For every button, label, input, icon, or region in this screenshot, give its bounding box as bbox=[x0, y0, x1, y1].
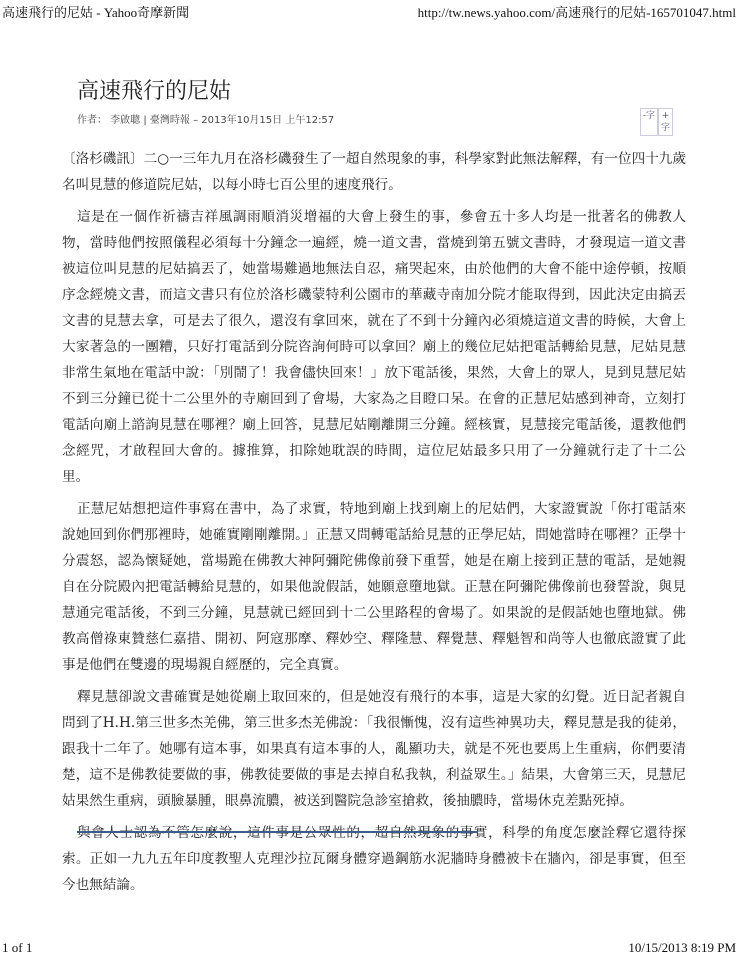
article-paragraph: 正慧尼姑想把這件事寫在書中，為了求實，特地到廟上找到廟上的尼姑們，大家證實說「你打電話來說她回到你們那裡時，她確實剛剛離開。」正慧又問轉電話給見慧的正學尼姑，問她當時在哪裡？正學十分震怒，認為懷疑她，當場跪在佛教大神阿彌陀佛像前發下重誓，她是在廟上接到正慧的電話，是她親自在分院殿內把電話轉給見慧的，如果他說假話，她願意墮地獄。正慧在阿彌陀佛像前也發誓說，與見慧通完電話後，不到三分鐘，見慧就已經回到十二公里路程的會場了。如果說的是假話她也墮地獄。佛教高僧祿東贊慈仁嘉措、開初、阿寇那摩、釋妙空、釋隆慧、釋覺慧、釋魁智和尚等人也徹底證實了此事是他們在雙邊的現場親自經歷的，完全真實。 bbox=[62, 501, 686, 673]
increase-font-button[interactable] bbox=[658, 108, 673, 136]
font-size-controls bbox=[640, 108, 673, 136]
article-byline: 作者： 李啟聰 | 臺灣時報 – 2013年10月15日 上午12:57 bbox=[77, 115, 335, 126]
increase-font-label: 字 bbox=[661, 123, 671, 133]
plus-icon: + bbox=[661, 111, 670, 121]
article-body bbox=[62, 146, 686, 904]
article-paragraph: 與會人士認為不管怎麼說，這件事是公眾性的，超自然現象的事實，科學的角度怎麼詮釋它還待探索。正如一九九五年印度教聖人克理沙拉瓦爾身體穿過鋼筋水泥牆時身體被卡在牆內，卻是事實，但至今也無結論。 bbox=[62, 825, 686, 893]
article-title: 高速飛行的尼姑 bbox=[77, 79, 232, 104]
article-paragraph: 這是在一個作祈禱吉祥風調雨順消災增福的大會上發生的事，參會五十多人均是一批著名的佛教人物，當時他們按照儀程必須每十分鐘念一遍經，燒一道文書，當燒到第五號文書時，才發現這一道文書被這位叫見慧的尼姑搞丟了，她當場難過地無法自忍，痛哭起來，由於他們的大會不能中途停頓，按順序念經燒文書，而這文書只有位於洛杉磯蒙特利公園市的華藏寺南加分院才能取得到，因此決定由搞丟文書的見慧去拿，可是去了很久，還沒有拿回來，就在了不到十分鐘內必須燒這道文書的時候，大會上大家著急的一團糟，只好打電話到分院咨詢何時可以拿回？廟上的幾位尼姑把電話轉給見慧，尼姑見慧非常生氣地在電話中說：「別鬧了！我會儘快回來！」放下電話後，果然，大會上的眾人，見到見慧尼姑不到三分鐘已從十二公里外的寺廟回到了會場，大家為之目瞪口呆。在會的正慧尼姑感到神奇，立刻打電話向廟上諮詢見慧在哪裡？廟上回答，見慧尼姑剛離開三分鐘。經核實，見慧接完電話後，還教他們念經咒，才啟程回大會的。據推算，扣除她耽誤的時間，這位尼姑最多只用了一分鐘就行走了十二公里。 bbox=[62, 209, 686, 485]
print-footer-page-count: 1 of 1 bbox=[2, 940, 33, 955]
decrease-font-button[interactable]: -字 bbox=[640, 108, 658, 136]
article-paragraph: 釋見慧卻說文書確實是她從廟上取回來的，但是她沒有飛行的本事，這是大家的幻覺。近日記者親自問到了H.H.第三世多杰羌佛，第三世多杰羌佛說：「我很慚愧，沒有這些神異功夫，釋見慧是我的徒弟，跟我十二年了。她哪有這本事，如果真有這本事的人，亂顯功夫，就是不死也要馬上生重病，你們要清楚，這不是佛教徒要做的事，佛教徒要做的事是去掉自私我執，利益眾生。」結果，大會第三天，見慧尼姑果然生重病，頭臉暴腫，眼鼻流膿，被送到醫院急診室搶救，後抽膿時，當場休克差點死掉。 bbox=[62, 689, 686, 809]
print-header-url: http://tw.news.yahoo.com/高速飛行的尼姑-165701047.html bbox=[417, 5, 736, 20]
divider bbox=[77, 831, 477, 833]
article-paragraph: 〔洛杉磯訊〕二○一三年九月在洛杉磯發生了一超自然現象的事，科學家對此無法解釋，有一位四十九歲名叫見慧的修道院尼姑，以每小時七百公里的速度飛行。 bbox=[62, 151, 686, 193]
print-header-title: 高速飛行的尼姑 - Yahoo奇摩新聞 bbox=[2, 5, 190, 20]
print-footer-timestamp: 10/15/2013 8:19 PM bbox=[628, 940, 736, 955]
